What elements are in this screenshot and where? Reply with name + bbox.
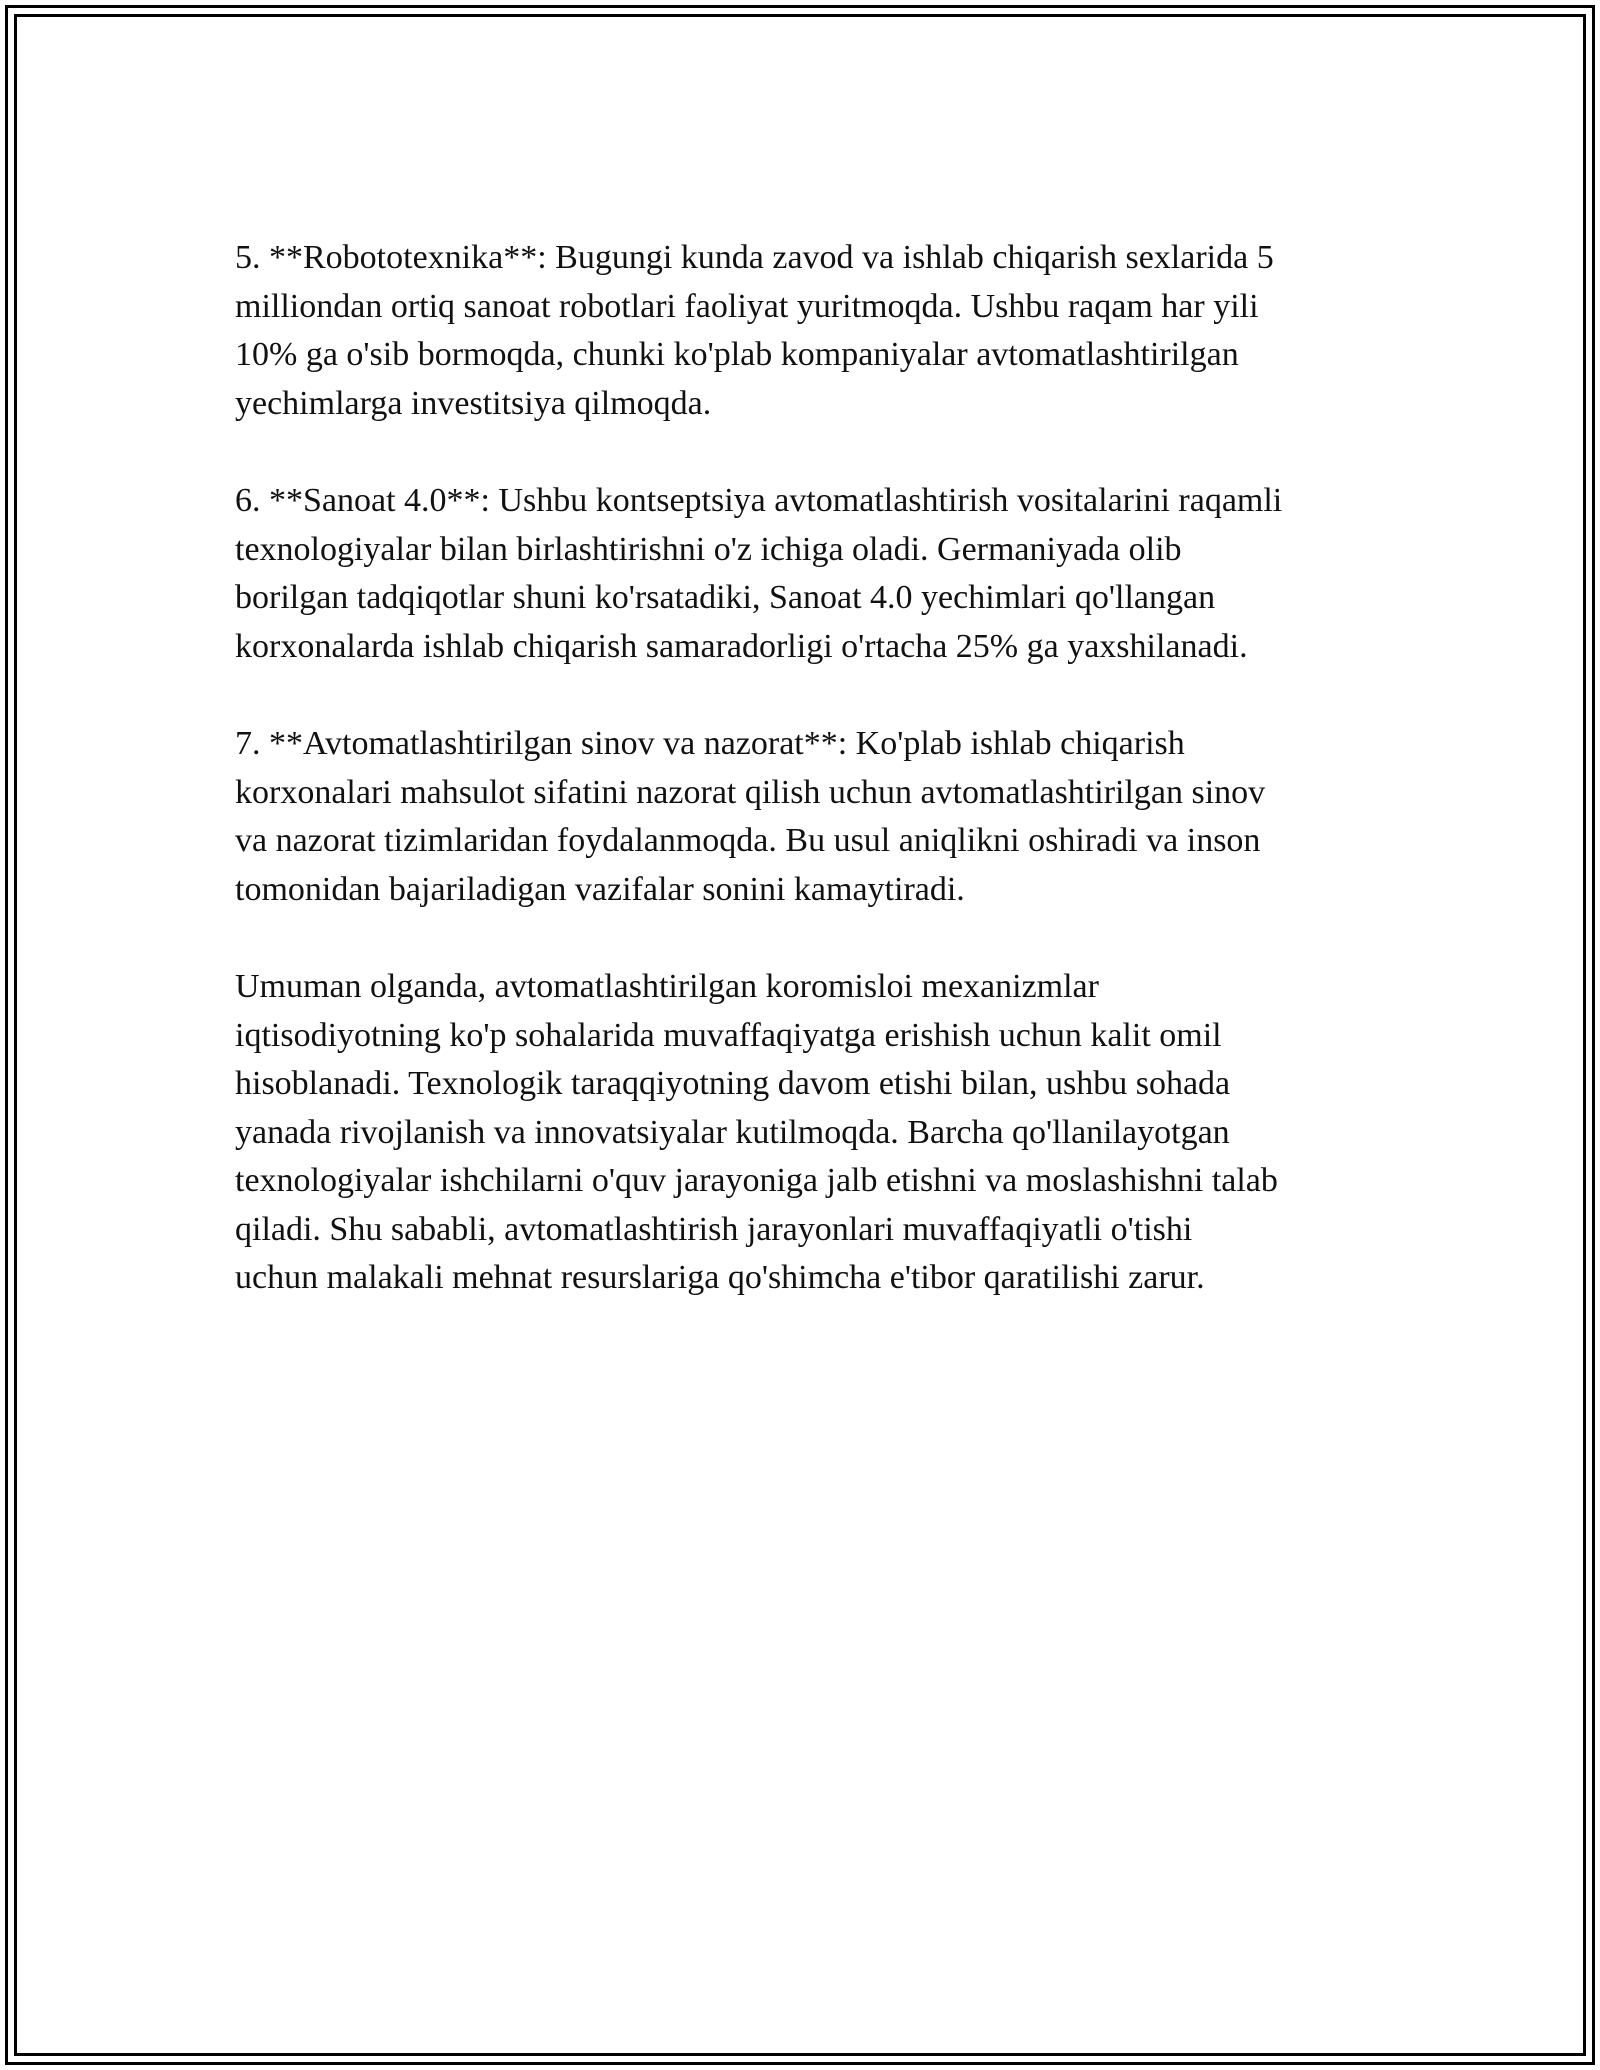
text-line: korxonalari mahsulot sifatini nazorat qilish uchun avtomatlashtirilgan sinov (235, 773, 1266, 811)
document-body (235, 234, 1385, 1352)
text-line: iqtisodiyotning ko'p sohalarida muvaffaqiyatga erishish uchun kalit omil (235, 1016, 1222, 1054)
text-line: uchun malakali mehnat resurslariga qo'shimcha e'tibor qaratilishi zarur. (235, 1259, 1205, 1297)
text-line: korxonalarda ishlab chiqarish samaradorligi o'rtacha 25% ga yaxshilanadi. (235, 627, 1248, 665)
paragraph-robototexnika (235, 234, 1385, 428)
text-line: Umuman olganda, avtomatlashtirilgan koromisloi mexanizmlar (235, 967, 1099, 1005)
text-line: 7. **Avtomatlashtirilgan sinov va nazorat**: Ko'plab ishlab chiqarish (235, 724, 1185, 762)
text-line: tomonidan bajariladigan vazifalar sonini kamaytiradi. (235, 870, 965, 908)
text-line: 10% ga o'sib bormoqda, chunki ko'plab kompaniyalar avtomatlashtirilgan (235, 336, 1239, 374)
text-line: texnologiyalar bilan birlashtirishni o'z ichiga oladi. Germaniyada olib (235, 530, 1182, 568)
text-line: 6. **Sanoat 4.0**: Ushbu kontseptsiya avtomatlashtirish vositalarini raqamli (235, 481, 1283, 519)
paragraph-conclusion (235, 963, 1385, 1303)
text-line: borilgan tadqiqotlar shuni ko'rsatadiki, Sanoat 4.0 yechimlari qo'llangan (235, 579, 1216, 617)
text-line: texnologiyalar ishchilarni o'quv jarayoniga jalb etishni va moslashishni talab (235, 1162, 1278, 1200)
text-line: yanada rivojlanish va innovatsiyalar kutilmoqda. Barcha qo'llanilayotgan (235, 1113, 1230, 1151)
text-line: milliondan ortiq sanoat robotlari faoliyat yuritmoqda. Ushbu raqam har yili (235, 287, 1259, 325)
text-line: yechimlarga investitsiya qilmoqda. (235, 384, 712, 422)
paragraph-sanoat-4 (235, 477, 1385, 671)
text-line: qiladi. Shu sababli, avtomatlashtirish jarayonlari muvaffaqiyatli o'tishi (235, 1210, 1193, 1248)
text-line: 5. **Robototexnika**: Bugungi kunda zavod va ishlab chiqarish sexlarida 5 (235, 239, 1274, 276)
text-line: va nazorat tizimlaridan foydalanmoqda. Bu usul aniqlikni oshiradi va inson (235, 822, 1261, 860)
paragraph-sinov-nazorat (235, 720, 1385, 914)
text-line: hisoblanadi. Texnologik taraqqiyotning davom etishi bilan, ushbu sohada (235, 1065, 1231, 1103)
